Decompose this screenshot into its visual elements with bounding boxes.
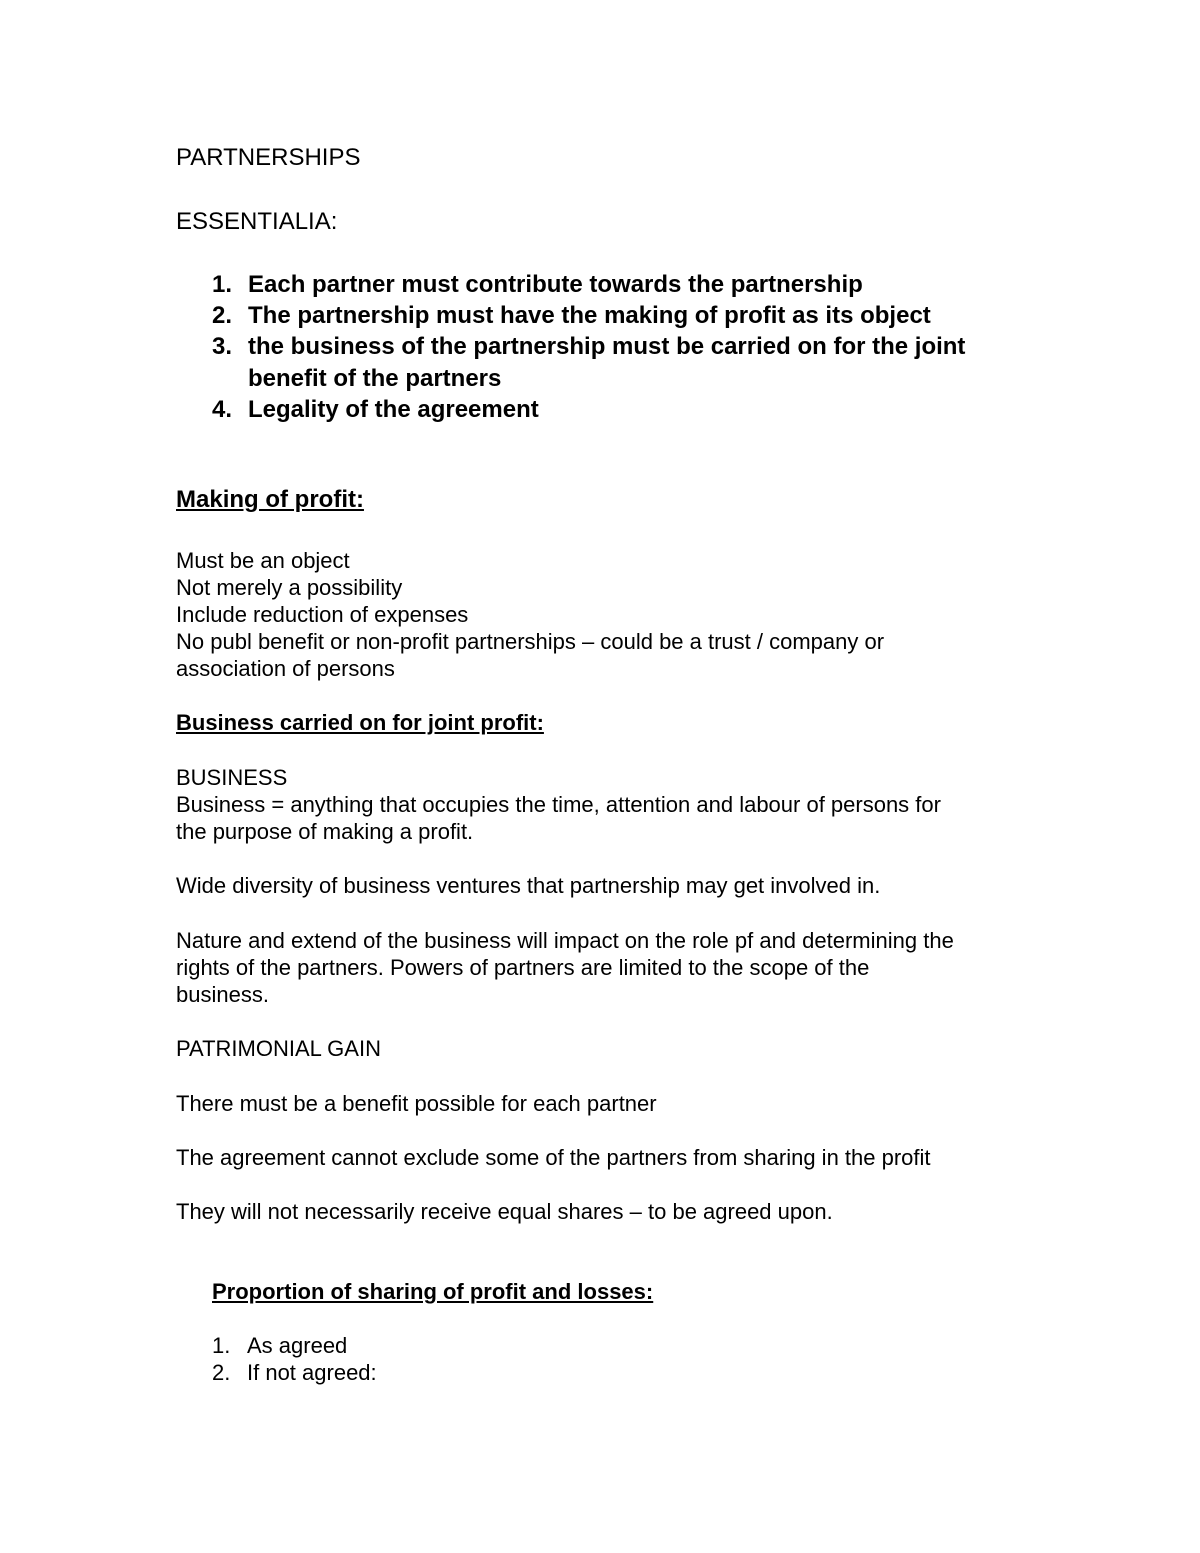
list-text-continued: benefit of the partners [248,365,502,392]
paragraph-line: There must be a benefit possible for each partner [176,1091,657,1116]
list-text: Each partner must contribute towards the partnership [248,271,863,298]
list-number: 1. [212,1333,231,1358]
essentialia-item [212,331,965,395]
paragraph-line: Must be an object [176,548,350,573]
essentialia-item [212,394,539,426]
list-number: 2. [212,302,233,329]
patrimonial-gain-label: PATRIMONIAL GAIN [176,1036,381,1061]
paragraph-line: Not merely a possibility [176,575,403,600]
business-label: BUSINESS [176,765,288,790]
list-text: As agreed [247,1333,348,1358]
essentialia-item [212,269,863,301]
paragraph-line: business. [176,982,269,1007]
paragraph-line: Nature and extend of the business will impact on the role pf and determining the [176,928,954,953]
paragraph-line: They will not necessarily receive equal shares – to be agreed upon. [176,1199,833,1224]
paragraph-line: rights of the partners. Powers of partners are limited to the scope of the [176,955,870,980]
list-number: 1. [212,271,233,298]
making-of-profit-heading: Making of profit: [176,486,364,513]
paragraph-line: Business = anything that occupies the time, attention and labour of persons for [176,792,941,817]
proportion-item [212,1332,347,1359]
list-text: the business of the partnership must be carried on for the joint [248,333,966,360]
proportion-item [212,1359,377,1386]
document-title: PARTNERSHIPS [176,144,361,171]
paragraph-line: The agreement cannot exclude some of the partners from sharing in the profit [176,1145,931,1170]
paragraph-line: the purpose of making a profit. [176,819,474,844]
list-number: 2. [212,1360,231,1385]
list-number: 4. [212,396,233,423]
paragraph-line: No publ benefit or non-profit partnerships – could be a trust / company or [176,629,885,654]
list-text: If not agreed: [247,1360,377,1385]
proportion-heading: Proportion of sharing of profit and losses: [212,1279,654,1304]
essentialia-item [212,300,931,332]
list-text: The partnership must have the making of profit as its object [248,302,931,329]
paragraph-line: association of persons [176,656,395,681]
list-text: Legality of the agreement [248,396,539,423]
list-number: 3. [212,333,233,360]
business-joint-profit-heading: Business carried on for joint profit: [176,710,544,735]
essentialia-label: ESSENTIALIA: [176,208,338,235]
paragraph-line: Include reduction of expenses [176,602,469,627]
paragraph-line: Wide diversity of business ventures that partnership may get involved in. [176,873,881,898]
